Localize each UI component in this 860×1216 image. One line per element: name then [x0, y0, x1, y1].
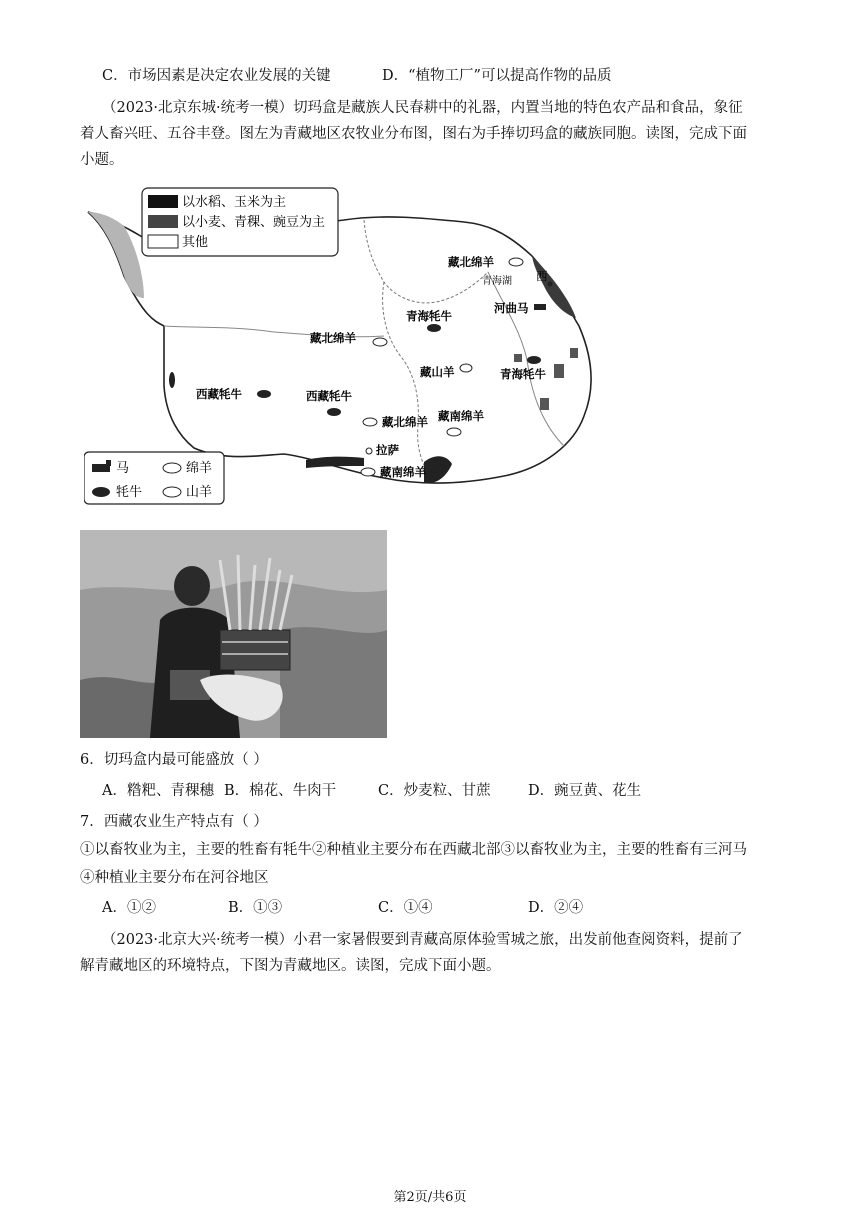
photo-tibetan-holding-box — [80, 530, 387, 738]
east-patch-2 — [554, 364, 564, 378]
person-head — [174, 566, 210, 606]
label-zangbei-1: 藏北绵羊 — [448, 255, 494, 269]
yak-icon — [527, 356, 541, 364]
sheep-icon — [163, 463, 181, 473]
q7-option-c: C．①④ — [378, 900, 433, 916]
passage1-line3: 小题。 — [80, 152, 124, 168]
label-lhasa: 拉萨 — [376, 443, 399, 457]
label-qinghai-yak-1: 青海牦牛 — [406, 309, 452, 323]
q7-statements-1: ①以畜牧业为主，主要的牲畜有牦牛②种植业主要分布在西藏北部③以畜牧业为主，主要的牲畜有三河马 — [80, 842, 747, 858]
sheep-icon — [363, 418, 377, 426]
sheep-icon — [373, 338, 387, 346]
legend-wheat-swatch — [148, 215, 178, 228]
east-patch-3 — [570, 348, 578, 358]
q7-option-b: B．①③ — [228, 900, 283, 916]
photo-texture-1 — [80, 530, 387, 592]
legend-crop-3: 其他 — [182, 235, 209, 250]
yak-icon — [327, 408, 341, 416]
passage1-line1: （2023·北京东城·统考一模）切玛盒是藏族人民春耕中的礼器，内置当地的特色农产品和食品，象征 — [102, 100, 743, 116]
label-zangnan-2: 藏南绵羊 — [380, 465, 426, 479]
east-patch-4 — [540, 398, 549, 410]
legend-animal-sheep: 绵羊 — [186, 461, 213, 476]
q6-option-d: D．豌豆黄、花生 — [528, 783, 642, 799]
q7-stem: 7．西藏农业生产特点有（ ） — [80, 814, 268, 830]
horse-icon — [534, 304, 546, 310]
label-xi: 西 — [536, 269, 548, 283]
yak-icon — [257, 390, 271, 398]
label-zangbei-2: 藏北绵羊 — [310, 331, 356, 345]
east-patch-5 — [514, 354, 522, 362]
legend-other-swatch — [148, 235, 178, 248]
page-footer: 第2页/共6页 — [393, 1190, 467, 1205]
goat-icon — [163, 487, 181, 497]
label-hequ: 河曲马 — [494, 301, 529, 315]
yak-icon — [92, 487, 110, 497]
passage2-line1: （2023·北京大兴·统考一模）小君一家暑假要到青藏高原体验雪城之旅，出发前他查阅资料，提前了 — [102, 932, 743, 948]
yak-icon — [427, 324, 441, 332]
q6-option-c: C．炒麦粒、甘蔗 — [378, 783, 491, 799]
agriculture-map — [84, 186, 604, 506]
photo-svg — [80, 530, 387, 738]
label-zangnan-1: 藏南绵羊 — [438, 409, 484, 423]
legend-crop-2: 以小麦、青稞、豌豆为主 — [182, 215, 326, 230]
q6-option-a: A．糌粑、青稞穗 — [102, 783, 214, 799]
q7-option-a: A．①② — [102, 900, 156, 916]
q7-statements-2: ④种植业主要分布在河谷地区 — [80, 870, 269, 886]
west-dot — [169, 372, 175, 388]
sheep-icon — [447, 428, 461, 436]
legend-animal-horse: 马 — [116, 461, 130, 476]
label-qinghai-yak-2: 青海牦牛 — [500, 367, 546, 381]
q7-option-d: D．②④ — [528, 900, 584, 916]
label-qinghaihu: 青海湖 — [482, 276, 512, 287]
label-zangshan: 藏山羊 — [420, 365, 455, 379]
sheep-icon — [361, 468, 375, 476]
passage2-line2: 解青藏地区的环境特点，下图为青藏地区。读图，完成下面小题。 — [80, 958, 501, 974]
photo-texture-2 — [280, 627, 387, 738]
option-d-prev: D．“植物工厂”可以提高作物的品质 — [382, 68, 612, 84]
label-zangbei-3: 藏北绵羊 — [382, 415, 428, 429]
option-c-prev: C．市场因素是决定农业发展的关键 — [102, 68, 331, 84]
q6-stem: 6．切玛盒内最可能盛放（ ） — [80, 752, 268, 768]
xining-dot — [548, 282, 553, 287]
map-svg — [84, 186, 604, 506]
legend-rice-swatch — [148, 195, 178, 208]
chema-box — [220, 630, 290, 670]
legend-animal-yak: 牦牛 — [116, 485, 143, 500]
passage1-line2: 着人畜兴旺、五谷丰登。图左为青藏地区农牧业分布图，图右为手捧切玛盒的藏族同胞。读图，完成下面 — [80, 126, 747, 142]
label-xizang-yak-1: 西藏牦牛 — [196, 387, 242, 401]
sheep-icon — [509, 258, 523, 266]
goat-icon — [460, 364, 472, 372]
legend-crop-1: 以水稻、玉米为主 — [182, 195, 287, 210]
label-xizang-yak-2: 西藏牦牛 — [306, 389, 352, 403]
legend-animal-goat: 山羊 — [186, 485, 213, 500]
q6-option-b: B．棉花、牛肉干 — [224, 783, 337, 799]
